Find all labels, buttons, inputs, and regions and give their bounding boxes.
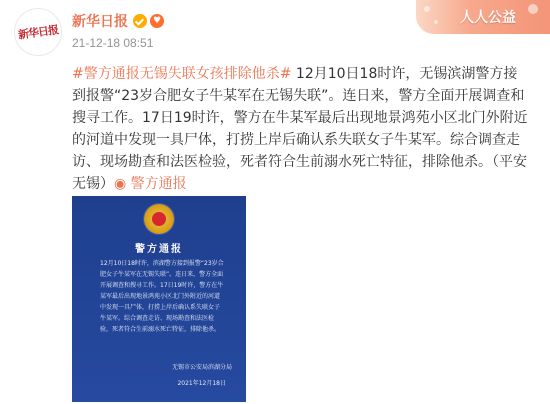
notice-date: 2021年12月18日	[177, 380, 226, 387]
charity-banner[interactable]	[416, 0, 550, 34]
source-link-label: 警方通报	[130, 176, 187, 192]
vip-heart-icon: ♥	[150, 14, 164, 28]
link-icon: ◉	[114, 176, 127, 192]
post-timestamp[interactable]: 21-12-18 08:51	[72, 36, 154, 50]
avatar[interactable]	[14, 8, 62, 56]
banner-decoration-icon	[424, 6, 430, 12]
banner-decoration-icon	[528, 4, 538, 14]
banner-label: 人人公益	[460, 10, 516, 26]
avatar-logo-text: 新华日报	[17, 23, 59, 42]
hashtag-link[interactable]: #警方通报无锡失联女孩排除他杀#	[72, 66, 292, 82]
banner-decoration-icon	[434, 20, 438, 24]
source-link[interactable]	[114, 176, 187, 192]
police-notice-image[interactable]	[72, 196, 246, 402]
post-body-text: 12月10日18时许，无锡滨湖警方接到报警“23岁合肥女子牛某军在无锡失联”。连日来，警方全面开展调查和搜寻工作。17日19时许，警方在牛某军最后出现地景鸿苑小区北门外附近的河道中发现一具尸体，打捞上岸后确认系失联女子牛某军。综合调查走访、现场勘查和法医检验，死者符合生前溺水死亡特征，排除他杀。（平安无锡）	[72, 66, 528, 192]
notice-department: 无锡市公安局滨湖分局	[171, 364, 232, 371]
notice-body: 12月10日18时许，滨湖警方接到报警“23岁合肥女子牛某军在无锡失联”。连日来，警方全面开展调查和搜寻工作。17日19时许，警方在牛某军最后出现地景鸿苑小区北门外附近的河道中发现一具尸体，打捞上岸后确认系失联女子牛某军。综合调查走访、现场勘查和法医检验，死者符合生前溺水死亡特征，排除他杀。	[100, 260, 224, 333]
notice-title: 警方通报	[135, 244, 183, 255]
police-emblem-icon	[144, 204, 174, 234]
author-name[interactable]: 新华日报	[72, 13, 128, 29]
post-body	[72, 63, 530, 217]
author-row	[72, 10, 164, 32]
verified-icon	[133, 14, 147, 28]
